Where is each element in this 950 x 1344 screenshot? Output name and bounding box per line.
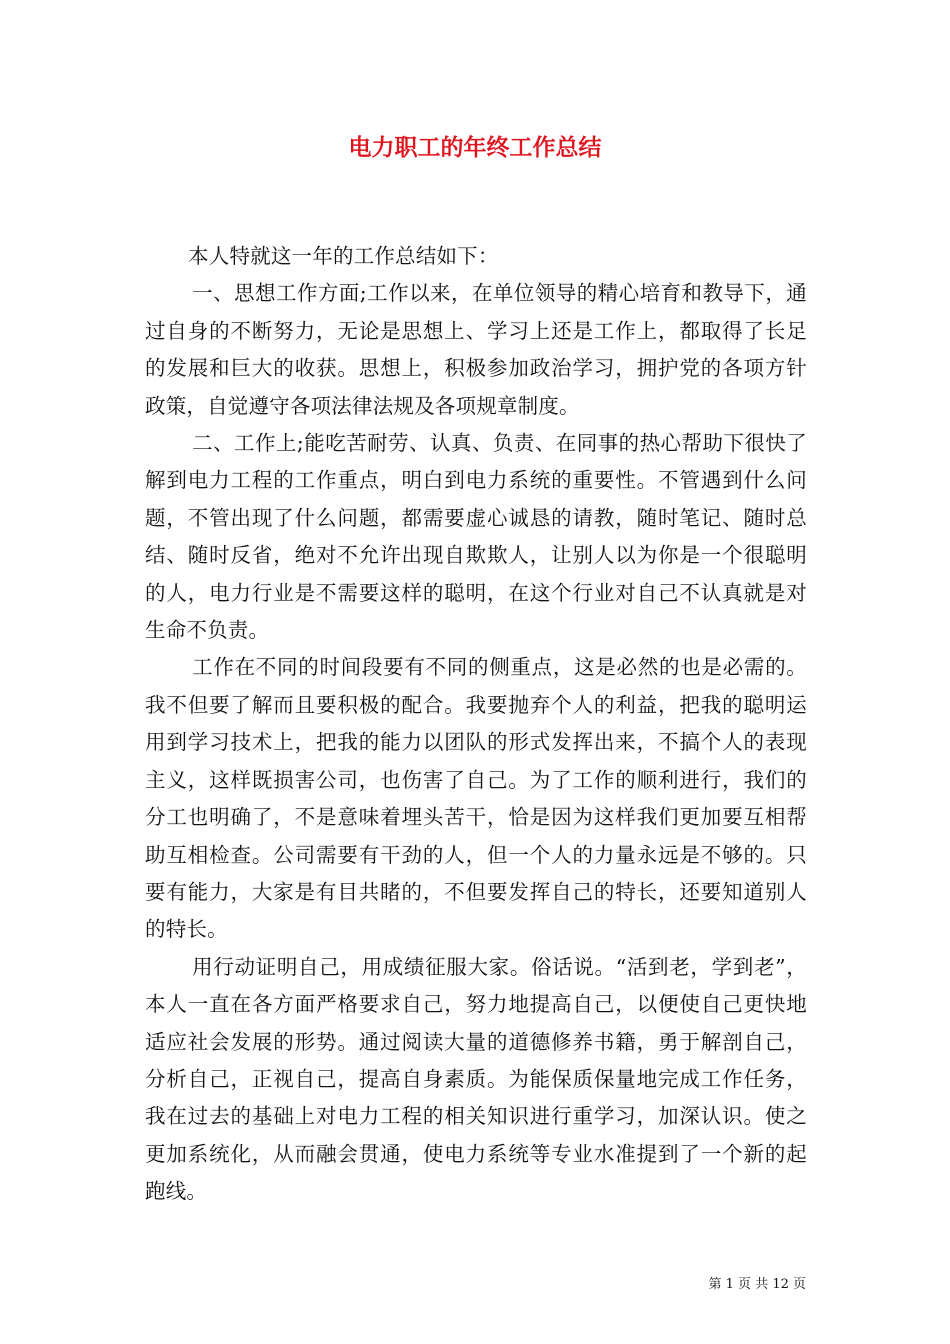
page-number-footer: 第 1 页 共 12 页 bbox=[708, 1277, 806, 1292]
paragraph-focus: 工作在不同的时间段要有不同的侧重点，这是必然的也是必需的。我不但要了解而且要积极的配合。我要抛弃个人的利益，把我的聪明运用到学习技术上，把我的能力以团队的形式发挥出来，不搞个人的表现主义，这样既损害公司，也伤害了自己。为了工作的顺利进行，我们的分工也明确了，不是意味着埋头苦干，恰是因为这样我们更加要互相帮助互相检查。公司需要有干劲的人，但一个人的力量永远是不够的。只要有能力，大家是有目共睹的，不但要发挥自己的特长，还要知道别人的特长。 bbox=[145, 655, 807, 942]
paragraph-intro: 本人特就这一年的工作总结如下： bbox=[188, 244, 499, 268]
paragraph-work: 二、工作上;能吃苦耐劳、认真、负责、在同事的热心帮助下很快了解到电力工程的工作重点，明白到电力系统的重要性。不管遇到什么问题，不管出现了什么问题，都需要虚心诚恳的请教，随时笔记、随时总结、随时反省，绝对不允许出现自欺欺人，让别人以为你是一个很聪明的人，电力行业是不需要这样的聪明，在这个行业对自己不认真就是对生命不负责。 bbox=[145, 431, 807, 643]
document-body bbox=[145, 238, 807, 1211]
document-title: 电力职工的年终工作总结 bbox=[348, 135, 602, 161]
paragraph-thought-work: 一、思想工作方面;工作以来，在单位领导的精心培育和教导下，通过自身的不断努力，无论是思想上、学习上还是工作上，都取得了长足的发展和巨大的收获。思想上，积极参加政治学习，拥护党的各项方针政策，自觉遵守各项法律法规及各项规章制度。 bbox=[145, 281, 807, 418]
paragraph-action: 用行动证明自己，用成绩征服大家。俗话说。“活到老，学到老”，本人一直在各方面严格要求自己，努力地提高自己，以便使自己更快地适应社会发展的形势。通过阅读大量的道德修养书籍，勇于解剖自己，分析自己，正视自己，提高自身素质。为能保质保量地完成工作任务，我在过去的基础上对电力工程的相关知识进行重学习，加深认识。使之更加系统化，从而融会贯通，使电力系统等专业水准提到了一个新的起跑线。 bbox=[145, 954, 807, 1204]
